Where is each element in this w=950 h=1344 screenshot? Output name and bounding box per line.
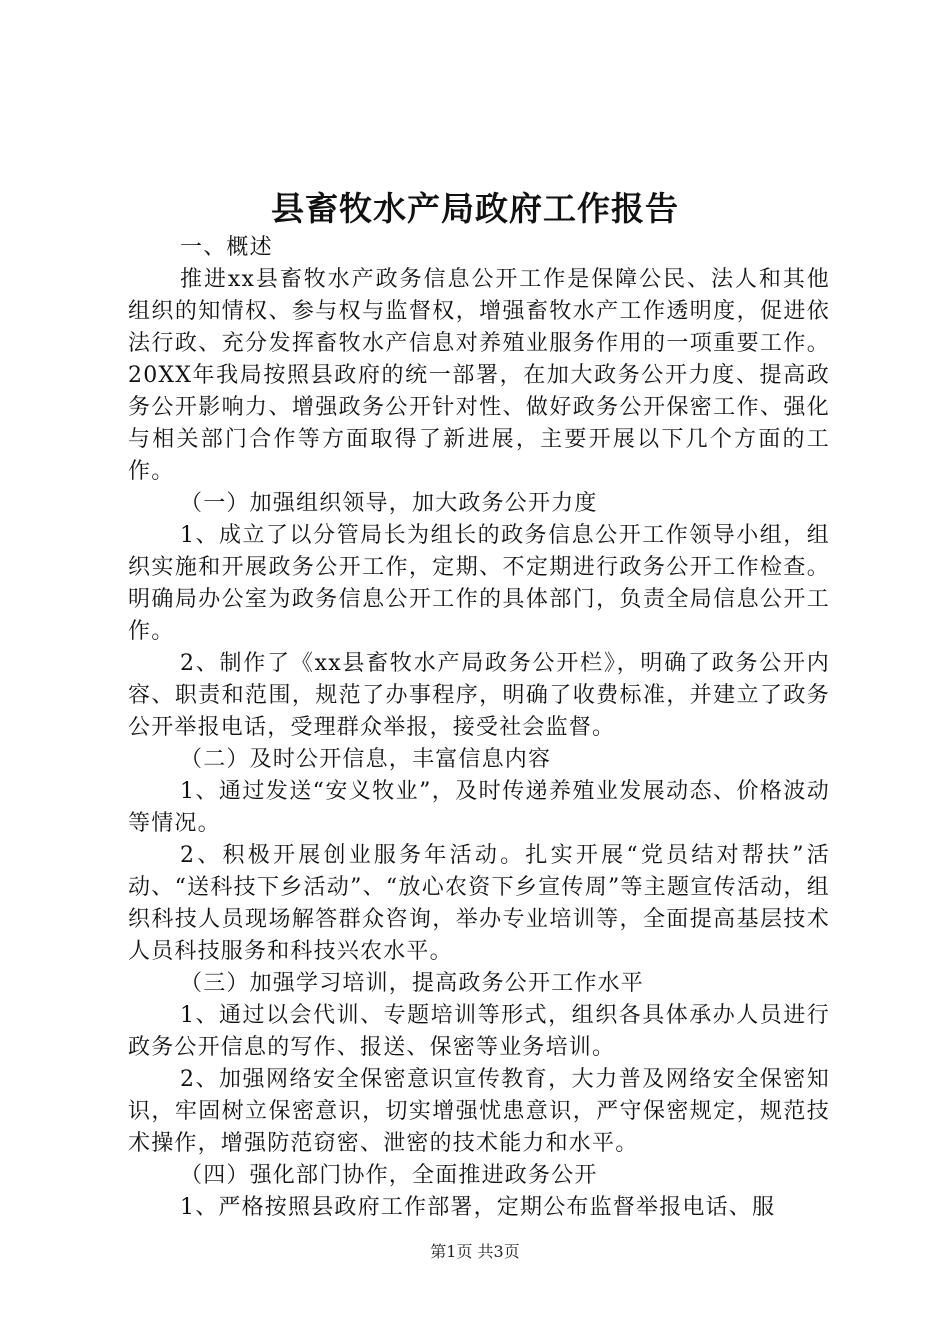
document-title: 县畜牧水产局政府工作报告 (271, 189, 679, 228)
paragraph-4-1: 1、严格按照县政府工作部署，定期公布监督举报电话、服 (180, 1195, 776, 1220)
subsection-heading-2: （二）及时公开信息，丰富信息内容 (180, 747, 552, 772)
paragraph-3-1: 1、通过以会代训、专题培训等形式，组织各具体承办人员进行政务公开信息的写作、报送、保密等业务培训。 (128, 1003, 830, 1060)
subsection-heading-3: （三）加强学习培训，提高政务公开工作水平 (180, 971, 645, 996)
paragraph-2-2: 2、积极开展创业服务年活动。扎实开展“党员结对帮扶”活动、“送科技下乡活动”、“放心农资下乡宣传周”等主题宣传活动，组织科技人员现场解答群众咨询，举办专业培训等，全面提高基层技术人员科技服务和科技兴农水平。 (128, 843, 830, 964)
paragraph-overview: 推进xx县畜牧水产政务信息公开工作是保障公民、法人和其他组织的知情权、参与权与监督权，增强畜牧水产工作透明度，促进依法行政、充分发挥畜牧水产信息对养殖业服务作用的一项重要工作。20XX年我局按照县政府的统一部署，在加大政务公开力度、提高政务公开影响力、增强政务公开针对性、做好政务公开保密工作、强化与相关部门合作等方面取得了新进展，主要开展以下几个方面的工作。 (128, 267, 830, 484)
subsection-heading-4: （四）强化部门协作，全面推进政务公开 (180, 1163, 598, 1188)
subsection-heading-1: （一）加强组织领导，加大政务公开力度 (180, 491, 598, 516)
document-body (128, 232, 830, 1224)
paragraph-3-2: 2、加强网络安全保密意识宣传教育，大力普及网络安全保密知识，牢固树立保密意识，切实增强忧患意识，严守保密规定，规范技术操作，增强防范窃密、泄密的技术能力和水平。 (128, 1067, 830, 1156)
paragraph-2-1: 1、通过发送“安义牧业”，及时传递养殖业发展动态、价格波动等情况。 (128, 779, 830, 836)
section-heading-overview: 一、概述 (180, 235, 273, 260)
paragraph-1-2: 2、制作了《xx县畜牧水产局政务公开栏》，明确了政务公开内容、职责和范围，规范了办事程序，明确了收费标准，并建立了政务公开举报电话，受理群众举报，接受社会监督。 (128, 651, 830, 740)
paragraph-1-1: 1、成立了以分管局长为组长的政务信息公开工作领导小组，组织实施和开展政务公开工作，定期、不定期进行政务公开工作检查。明确局办公室为政务信息公开工作的具体部门，负责全局信息公开工作。 (128, 523, 830, 644)
page-footer: 第1页 共3页 (430, 1242, 520, 1261)
